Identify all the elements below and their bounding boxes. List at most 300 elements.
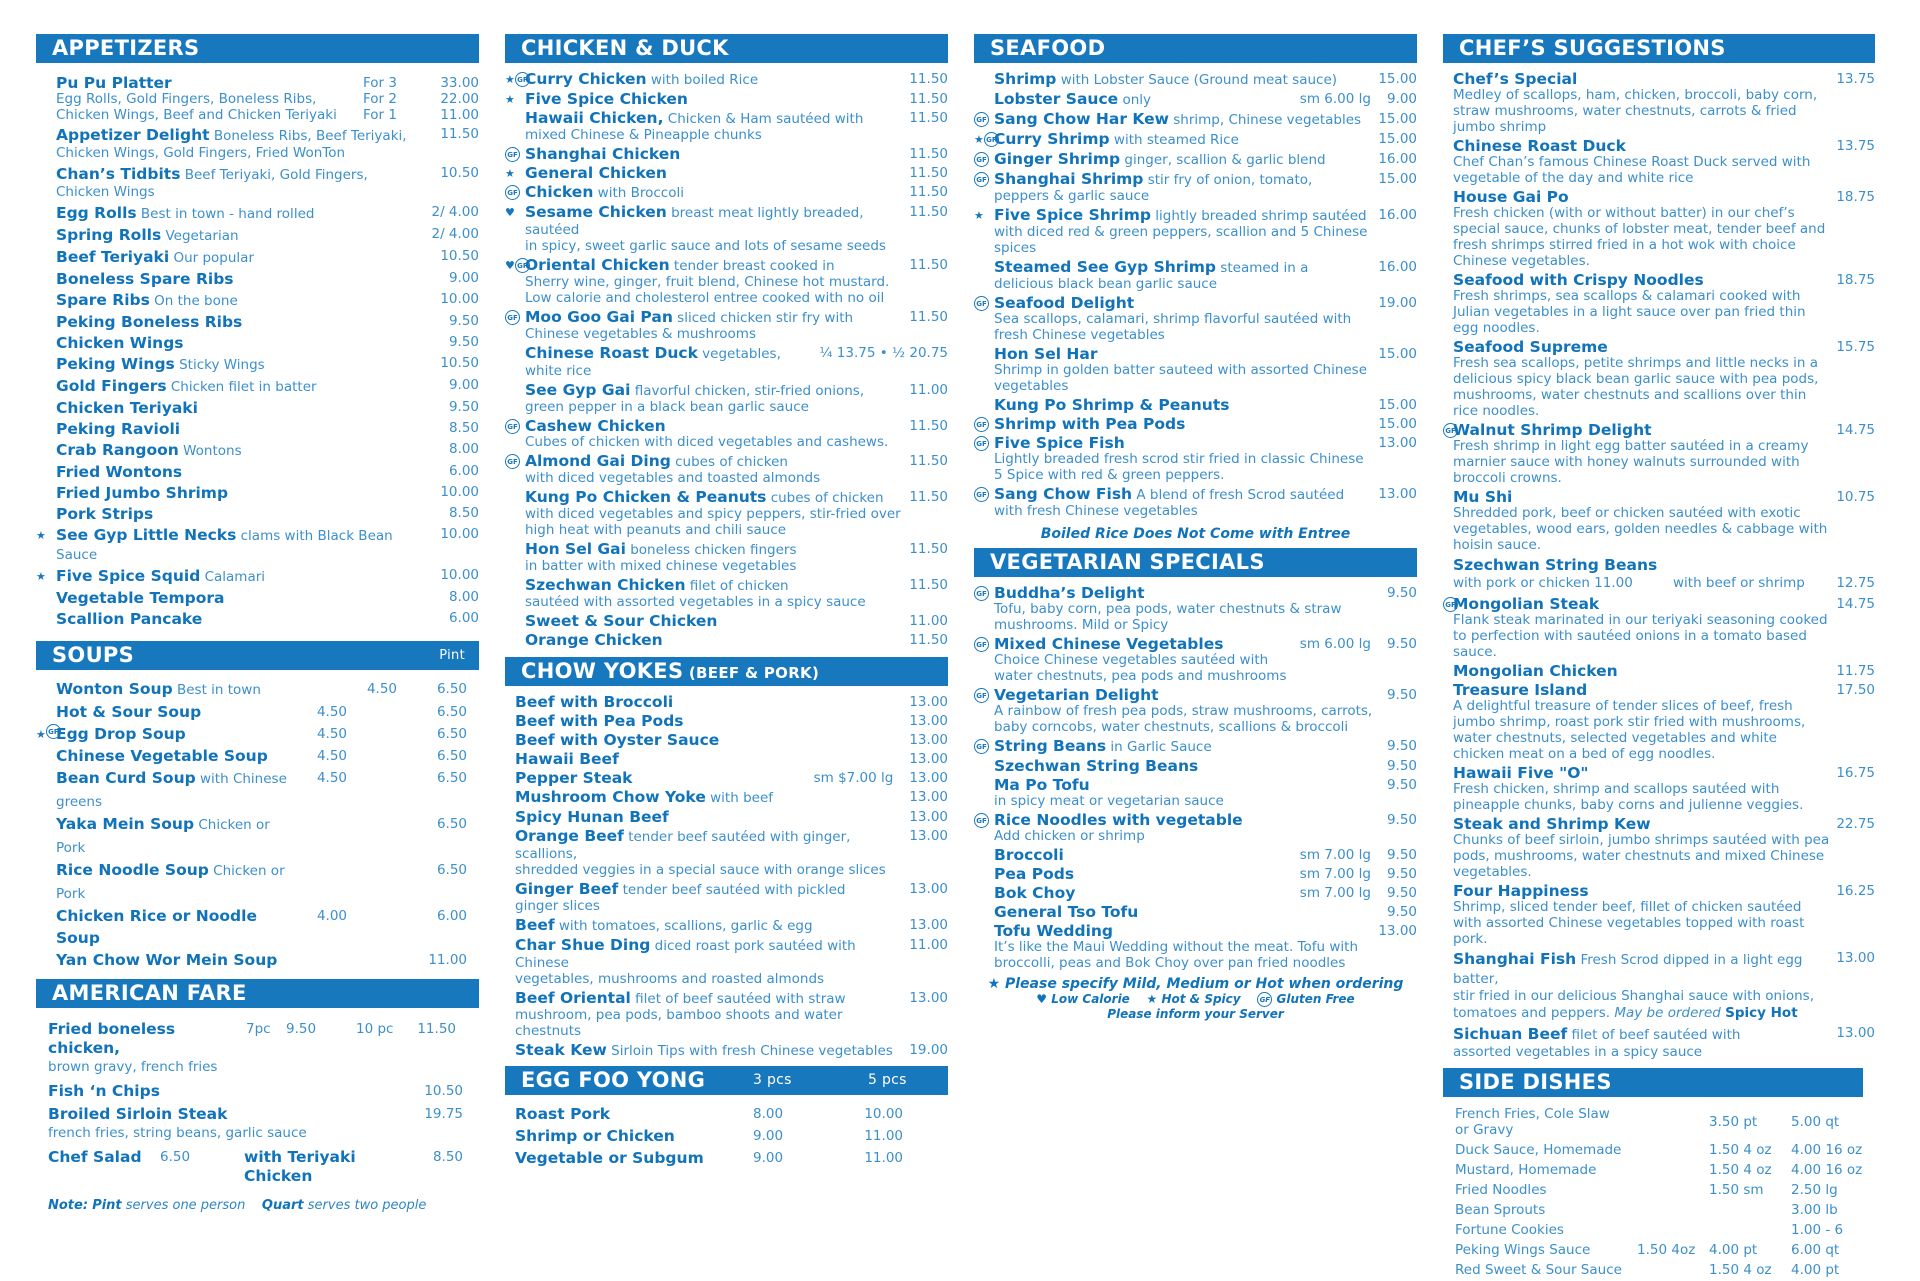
item-line	[994, 259, 1372, 276]
hot-spicy-icon: ★	[505, 93, 515, 106]
side-price-mid: 4.00 pt	[1709, 1242, 1758, 1258]
item-line	[994, 486, 1372, 503]
piece-label: 7pc	[246, 1021, 271, 1037]
item-desc: filet of chicken	[685, 578, 789, 594]
item-subtext: Tofu, baby corn, pea pods, water chestnuts & straw mushrooms. Mild or Spicy	[994, 601, 1342, 633]
item-text	[1453, 339, 1830, 419]
item-text	[994, 904, 1381, 920]
item-line	[525, 577, 903, 594]
item-desc: with tomatoes, scallions, garlic & egg	[554, 918, 813, 934]
item-marker	[505, 454, 520, 470]
side-price-large: 2.50 lg	[1791, 1182, 1838, 1198]
menu-item	[505, 809, 948, 825]
item-name: Egg Rolls	[56, 204, 137, 222]
item-text	[56, 165, 421, 201]
item-price: 9.00	[1386, 91, 1417, 107]
item-subtext: Shrimp, sliced tender beef, fillet of chicken sautéed with assorted Chinese vegetables topped with roast pork.	[1453, 899, 1805, 947]
item-line	[525, 345, 813, 379]
item-line	[515, 917, 903, 934]
item-subtext: Chef Chan’s famous Chinese Roast Duck served with vegetable of the day and white rice	[1453, 154, 1811, 186]
side-name: Mustard, Homemade	[1455, 1162, 1597, 1178]
table-row	[1443, 1181, 1875, 1201]
item-price: 13.75	[1836, 71, 1875, 87]
item-line	[56, 463, 421, 481]
item-text	[1453, 138, 1830, 186]
item-desc: sliced chicken stir fry with	[672, 310, 854, 326]
note-label: Note:	[48, 1198, 89, 1213]
legend-line: Please inform your Server	[1107, 1007, 1284, 1021]
item-text	[56, 567, 421, 586]
item-desc: Sirloin Tips with fresh Chinese vegetables	[606, 1043, 893, 1059]
serving-note	[48, 1196, 479, 1215]
menu-item	[505, 1147, 948, 1169]
item-line	[525, 91, 903, 107]
item-name: Mongolian Chicken	[1453, 662, 1618, 680]
item-name: Steamed See Gyp Shrimp	[994, 258, 1217, 276]
item-line	[525, 165, 903, 181]
item-marker	[505, 72, 530, 88]
item-name: Chef’s Special	[1453, 70, 1578, 88]
item-text	[1453, 682, 1830, 762]
item-price: 13.00	[909, 809, 948, 825]
item-name: Ginger Beef	[515, 880, 619, 898]
item-name: Spring Rolls	[56, 226, 162, 244]
item-text	[525, 165, 903, 181]
menu-item	[974, 758, 1417, 774]
item-name: Shrimp	[994, 70, 1057, 88]
note-pint: Pint	[92, 1198, 122, 1213]
item-price: 13.00	[909, 732, 948, 748]
item-line	[994, 131, 1372, 148]
side-name: Red Sweet & Sour Sauce	[1455, 1262, 1622, 1278]
item-text	[1453, 422, 1830, 486]
item-price: 6.50	[160, 1149, 191, 1165]
menu-item	[1443, 339, 1875, 419]
item-desc: assorted vegetables in a spicy sauce	[1453, 1044, 1703, 1060]
item-name: Walnut Shrimp Delight	[1453, 421, 1652, 439]
item-text	[56, 313, 421, 331]
item-text	[56, 767, 292, 813]
menu-item	[36, 723, 479, 745]
side-price-small	[1625, 1161, 1697, 1181]
legend-low-calorie: ♥ Low Calorie	[1036, 992, 1130, 1006]
item-price: 9.50	[1386, 777, 1417, 793]
menu-item	[974, 585, 1417, 633]
item-name: Shanghai Chicken	[525, 145, 681, 163]
item-name: Beef with Broccoli	[515, 693, 674, 711]
menu-item	[505, 990, 948, 1039]
item-line	[994, 295, 1372, 311]
item-price: 11.50	[909, 632, 948, 648]
side-name: Fortune Cookies	[1455, 1222, 1564, 1238]
item-price: 9.50	[1386, 636, 1417, 652]
item-marker	[36, 568, 46, 585]
side-price-large: 4.00 pt	[1791, 1262, 1840, 1278]
item-name: Seafood with Crispy Noodles	[1453, 271, 1704, 289]
item-marker	[974, 586, 989, 602]
item-subtext: A delightful treasure of tender slices of beef, fresh jumbo shrimp, roast pork stir fried with mushrooms, water chestnuts, selected vegetables and white chicken meat on a bed of egg noodles.	[1453, 698, 1806, 762]
item-name: Fried Jumbo Shrimp	[56, 484, 229, 502]
menu-item	[505, 489, 948, 538]
menu-item	[974, 486, 1417, 519]
item-price: 15.00	[1378, 71, 1417, 87]
item-price: 10.50	[440, 248, 479, 264]
menu-item	[505, 146, 948, 162]
menu-item	[36, 701, 479, 723]
item-name: House Gai Po	[1453, 188, 1569, 206]
item-subtext: ginger slices	[515, 898, 600, 914]
size-label: sm 7.00 lg	[1299, 866, 1371, 882]
item-text	[994, 777, 1381, 809]
item-text	[56, 334, 421, 352]
item-text	[525, 418, 903, 450]
item-name: Four Happiness	[1453, 882, 1589, 900]
low-calorie-icon: ♥	[505, 259, 515, 272]
menu-item	[505, 309, 948, 342]
american-list	[36, 1016, 479, 1215]
gluten-free-icon: GF	[984, 132, 999, 147]
item-name: Peking Wings	[56, 355, 175, 373]
item-text	[56, 859, 292, 905]
for-label: For 3	[363, 75, 397, 91]
menu-item-chef-salad	[48, 1148, 479, 1186]
menu-item	[974, 207, 1417, 256]
item-desc: steamed in a	[1216, 260, 1309, 276]
item-price: 19.75	[424, 1106, 463, 1122]
item-line	[994, 111, 1372, 128]
item-text	[994, 866, 1294, 882]
table-row	[1443, 1105, 1875, 1141]
item-price: 11.50	[909, 110, 948, 126]
menu-item	[505, 770, 948, 786]
item-subtext: shredded veggies in a special sauce with orange slices	[515, 862, 886, 878]
item-name: Mu Shi	[1453, 488, 1513, 506]
item-text	[515, 694, 903, 710]
price-3pcs: 9.00	[753, 1150, 784, 1166]
item-line	[994, 738, 1381, 755]
item-price: 10.50	[424, 1083, 463, 1099]
item-desc: in Garlic Sauce	[1106, 739, 1212, 755]
item-name: See Gyp Gai	[525, 381, 631, 399]
item-text	[525, 184, 903, 201]
item-name: Beef Oriental	[515, 989, 631, 1007]
side-price-mid: 1.50 4 oz	[1709, 1162, 1772, 1178]
menu-item	[974, 91, 1417, 108]
item-price: 15.75	[1836, 339, 1875, 355]
menu-item	[36, 441, 479, 460]
item-desc: Beef Teriyaki, Gold Fingers,	[180, 167, 368, 183]
item-name: Sang Chow Har Kew	[994, 110, 1169, 128]
item-marker	[974, 152, 989, 168]
item-text	[56, 420, 421, 438]
item-price: 9.50	[1386, 847, 1417, 863]
item-price: 13.00	[909, 789, 948, 805]
menu-item	[36, 334, 479, 352]
item-name: See Gyp Little Necks	[56, 526, 237, 544]
item-line	[1453, 189, 1830, 205]
item-name: Wonton Soup	[56, 680, 173, 698]
item-marker	[505, 147, 520, 163]
item-line	[1453, 663, 1830, 679]
item-marker	[974, 208, 984, 224]
price-3pcs: 8.00	[753, 1106, 784, 1122]
item-price: 11.50	[417, 1021, 456, 1037]
item-name: Hawaii Five "O"	[1453, 764, 1589, 782]
gluten-free-icon: GF	[1443, 423, 1458, 438]
item-price: 13.00	[909, 917, 948, 933]
price-3pcs: 9.00	[753, 1128, 784, 1144]
item-name: Egg Drop Soup	[56, 725, 186, 743]
item-text	[515, 809, 903, 825]
item-desc: with boiled Rice	[646, 72, 759, 88]
item-name: Five Spice Fish	[994, 434, 1125, 452]
cup-price: 4.00	[316, 908, 347, 924]
item-subtext: Add chicken or shrimp	[994, 828, 1145, 844]
menu-item	[505, 382, 948, 415]
item-name: Char Shue Ding	[515, 936, 651, 954]
item-name: Mushroom Chow Yoke	[515, 788, 706, 806]
item-price: 2/ 4.00	[431, 226, 479, 242]
menu-item	[36, 204, 479, 223]
item-subtext: with diced red & green peppers, scallion and 5 Chinese spices	[994, 224, 1368, 256]
item-price: 22.75	[1836, 816, 1875, 832]
menu-item	[1443, 816, 1875, 880]
item-text	[994, 259, 1372, 292]
item-name: Shanghai Fish	[1453, 950, 1577, 968]
item-text	[994, 171, 1372, 204]
item-line	[1453, 422, 1830, 438]
item-line	[994, 397, 1372, 413]
item-text	[994, 397, 1372, 413]
side-dishes-table	[1443, 1105, 1875, 1281]
item-line	[525, 382, 903, 399]
item-price: 14.75	[1836, 596, 1875, 612]
item-text	[525, 613, 903, 629]
item-text	[994, 435, 1372, 483]
chicken-list	[505, 71, 948, 651]
menu-item-fried-chicken	[48, 1020, 479, 1058]
item-line	[1453, 272, 1830, 288]
item-line	[56, 420, 421, 438]
item-line	[515, 751, 903, 767]
item-name: Hot & Sour Soup	[56, 703, 202, 721]
gluten-free-icon: GF	[1257, 992, 1272, 1007]
hot-spicy-icon: ★	[36, 529, 46, 542]
item-line	[994, 777, 1381, 793]
size-label: sm $7.00 lg	[813, 770, 894, 786]
item-desc: Our popular	[169, 250, 254, 266]
item-subtext: mixed Chinese & Pineapple chunks	[525, 127, 762, 143]
item-name: Fried boneless chicken,	[48, 1020, 176, 1057]
item-name: Pu Pu Platter	[56, 74, 172, 92]
section-header-side-dishes: SIDE DISHES	[1443, 1068, 1863, 1097]
item-price: 11.50	[909, 165, 948, 181]
hot-spicy-icon: ★	[974, 133, 984, 146]
item-name: Treasure Island	[1453, 681, 1588, 699]
section-header-egg-foo-yong	[505, 1066, 948, 1095]
menu-item	[505, 1103, 948, 1125]
gluten-free-icon: GF	[974, 739, 989, 754]
item-name: Chinese Roast Duck	[1453, 137, 1626, 155]
item-desc: tender beef sautéed with pickled	[618, 882, 846, 898]
item-desc: Fresh Scrod dipped in a light egg batter,	[1453, 952, 1803, 987]
item-line	[994, 636, 1294, 652]
side-name: French Fries, Cole Slaw or Gravy	[1455, 1106, 1610, 1138]
item-price: 11.50	[909, 184, 948, 200]
item-text	[515, 990, 903, 1039]
item-price: 11.50	[909, 71, 948, 87]
item-price: 10.00	[440, 567, 479, 583]
item-desc: with beef	[705, 790, 774, 806]
item-subtext: Chicken Wings, Gold Fingers, Fried WonTon	[56, 145, 346, 161]
item-name: Vegetable or Subgum	[515, 1149, 704, 1167]
column-3	[974, 34, 1417, 1243]
chow-yoke-list	[505, 694, 948, 1062]
item-marker	[1443, 597, 1458, 613]
item-name: Moo Goo Gai Pan	[525, 308, 673, 326]
item-price: 10.00	[440, 291, 479, 307]
side-price-small	[1625, 1201, 1697, 1221]
item-text	[56, 226, 421, 245]
side-price-mid: 1.50 sm	[1709, 1182, 1764, 1198]
item-line	[994, 904, 1381, 920]
item-price: 11.50	[909, 577, 948, 593]
menu-item	[505, 881, 948, 914]
item-name: Orange Beef	[515, 827, 624, 845]
item-desc: Spicy Hot	[1725, 1005, 1798, 1021]
menu-item	[36, 355, 479, 374]
gluten-free-icon: GF	[505, 310, 520, 325]
item-name: Crab Rangoon	[56, 441, 179, 459]
item-line	[994, 812, 1381, 828]
item-name: Kung Po Chicken & Peanuts	[525, 488, 767, 506]
low-calorie-icon: ♥	[505, 206, 515, 219]
item-name: Szechwan String Beans	[1453, 556, 1658, 574]
item-subtext: vegetables, mushrooms and roasted almonds	[515, 971, 825, 987]
item-name: Chicken Rice or Noodle Soup	[56, 907, 257, 947]
menu-item	[974, 885, 1417, 901]
menu-item	[974, 111, 1417, 128]
item-text	[994, 207, 1372, 256]
item-marker	[974, 487, 989, 503]
side-price-large: 5.00 qt	[1791, 1114, 1840, 1130]
item-name: Beef	[515, 916, 555, 934]
item-name: Shrimp with Pea Pods	[994, 415, 1186, 433]
side-price-small	[1625, 1221, 1697, 1241]
item-line	[525, 146, 903, 162]
item-line	[56, 313, 421, 331]
menu-item	[505, 418, 948, 450]
gluten-free-icon: GF	[505, 419, 520, 434]
menu-item	[36, 248, 479, 267]
item-text	[515, 917, 903, 934]
item-text	[994, 346, 1372, 394]
item-price: 9.50	[1386, 687, 1417, 703]
item-price: 9.50	[1386, 866, 1417, 882]
item-marker	[505, 205, 515, 221]
item-subtext: Sherry wine, ginger, fruit blend, Chinese hot mustard. Low calorie and cholesterol entree cooked with no oil	[525, 274, 890, 306]
item-marker	[974, 739, 989, 755]
item-text	[1453, 189, 1830, 269]
item-desc: with pork or chicken 11.00	[1453, 575, 1633, 591]
item-text	[994, 111, 1372, 128]
item-line	[515, 694, 903, 710]
item-text	[56, 701, 292, 723]
item-text	[994, 295, 1372, 343]
seafood-list	[974, 71, 1417, 522]
item-marker	[974, 172, 989, 188]
item-desc: cubes of chicken	[766, 490, 884, 506]
item-price: 10.00	[440, 484, 479, 500]
item-text	[525, 345, 813, 379]
item-text	[994, 687, 1381, 735]
menu-item	[505, 577, 948, 610]
item-text	[56, 441, 421, 460]
item-name: Szechwan Chicken	[525, 576, 686, 594]
item-name: Sweet & Sour Chicken	[525, 612, 718, 630]
menu-item	[1443, 272, 1875, 336]
item-desc: only	[1118, 92, 1152, 108]
item-desc: with Broccoli	[593, 185, 684, 201]
item-text	[56, 484, 421, 502]
item-text	[994, 758, 1381, 774]
item-subtext: with fresh Chinese vegetables	[994, 503, 1198, 519]
item-price: 10.50	[440, 165, 479, 181]
menu-item	[36, 165, 479, 201]
item-price: 13.00	[909, 770, 948, 786]
item-text	[56, 291, 421, 310]
pint-price: 6.50	[436, 726, 467, 742]
gluten-free-icon: GF	[505, 454, 520, 469]
item-price: 13.00	[909, 751, 948, 767]
item-desc: flavorful chicken, stir-fried onions,	[630, 383, 865, 399]
item-line	[994, 91, 1294, 108]
item-price: 15.00	[1378, 131, 1417, 147]
side-name: Bean Sprouts	[1455, 1202, 1546, 1218]
item-text	[994, 636, 1294, 684]
item-price: 9.50	[1386, 738, 1417, 754]
gluten-free-icon: GF	[974, 152, 989, 167]
item-subtext: Flank steak marinated in our teriyaki seasoning cooked to perfection with sautéed onions in a tomato based sauce.	[1453, 612, 1828, 660]
item-price: 11.00	[909, 613, 948, 629]
section-header-soups	[36, 641, 479, 670]
item-price: 9.00	[448, 270, 479, 286]
hot-spicy-icon: ★	[505, 167, 515, 180]
item-name: Vegetarian Delight	[994, 686, 1159, 704]
item-line	[515, 770, 808, 786]
item-desc: Boneless Ribs, Beef Teriyaki,	[209, 128, 407, 144]
section-header-appetizers: APPETIZERS	[36, 34, 479, 63]
item-marker	[36, 527, 46, 544]
item-line	[515, 937, 903, 971]
size-label: sm 7.00 lg	[1299, 885, 1371, 901]
menu-item	[36, 905, 479, 949]
menu-item	[974, 777, 1417, 809]
menu-item	[1443, 883, 1875, 947]
item-price: 9.50	[448, 334, 479, 350]
item-price: 10.75	[1836, 489, 1875, 505]
item-price: 16.00	[1378, 151, 1417, 167]
legend-gluten-free: Gluten Free	[1276, 992, 1355, 1006]
item-text	[56, 813, 292, 859]
menu-item	[505, 613, 948, 629]
item-name: Yaka Mein Soup	[56, 815, 195, 833]
side-price-large: 1.00 - 6	[1791, 1222, 1844, 1238]
item-text	[515, 937, 903, 987]
menu-item	[505, 917, 948, 934]
section-header-chicken: CHICKEN & DUCK	[505, 34, 948, 63]
pint-price: 6.50	[436, 816, 467, 832]
